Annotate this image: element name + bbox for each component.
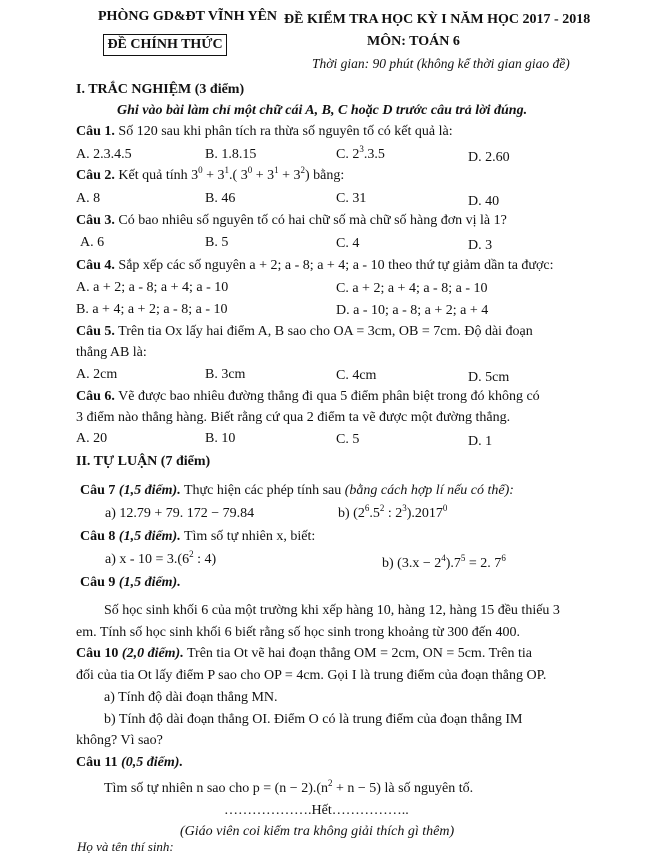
question-label: Câu 3. [76,213,115,228]
q4-option-a: A. a + 2; a - 8; a + 4; a - 10 [76,280,229,295]
question-label: Câu 7 [80,483,116,498]
department-name: PHÒNG GD&ĐT VĨNH YÊN [98,9,278,24]
question-label: Câu 2. [76,168,115,183]
q10-part-b-cont: không? Vì sao? [76,733,163,748]
question-2: Câu 2. Kết quả tính $3^0 + 3^1$.( $3^0 + 3^1 + 3^2$) bằng: [76,165,345,183]
q2-option-b: B. 46 [205,191,236,206]
q5-option-b: B. 3cm [205,367,246,382]
question-label: Câu 6. [76,389,115,404]
q9-text-2: em. Tính số học sinh khối 6 biết rằng số học sinh trong khoảng từ 300 đến 400. [76,625,521,640]
question-points: (2,0 điểm). [121,646,184,661]
q6-option-b: B. 10 [205,431,236,446]
q7-part-a: a) 12.79 + 79. 172 − 79.84 [105,506,255,521]
q7-part-b: b) ($2^6.5^2$ : $2^3).2017^0$ [338,503,448,521]
question-1 [76,124,453,140]
q3-option-c: C. 4 [336,236,360,251]
q2-option-a: A. 8 [76,191,101,206]
q10-text-2: đối của tia Ot lấy điểm P sao cho OP = 4cm. Gọi I là trung điểm của đoạn thẳng OP. [76,668,547,683]
part1-instruction: Ghi vào bài làm chỉ một chữ cái A, B, C hoặc D trước câu trả lời đúng. [117,103,528,118]
q2-option-c: C. 31 [336,191,367,206]
question-text: Có bao nhiêu số nguyên tố có hai chữ số mà chữ số hàng đơn vị là 1? [118,213,507,228]
question-9 [80,575,181,591]
q5-option-d: D. 5cm [468,370,510,385]
q5-option-a: A. 2cm [76,367,118,382]
question-10: Câu 10 (2,0 điểm). Trên tia Ot vẽ hai đoạn thẳng OM = 2cm, ON = 5cm. Trên tia [76,646,533,661]
q8-part-a: a) $x - 10 = 3.(6^2$ : 4) [105,549,217,567]
q4-option-d: D. a - 10; a - 8; a + 2; a + 4 [336,303,489,318]
question-label: Câu 5. [76,324,115,339]
q3-option-a: A. 6 [80,235,105,250]
q4-option-c: C. a + 2; a + 4; a - 8; a - 10 [336,281,488,296]
q8-part-b: b) $(3.x - 2^4).7^5 = 2$. $7^6$ [382,553,506,571]
question-points: (0,5 điểm). [121,755,183,770]
exam-title: ĐỀ KIỂM TRA HỌC KỲ I NĂM HỌC 2017 - 2018 [284,12,591,27]
q1-option-a: A. 2.3.4.5 [76,147,132,162]
question-8: Câu 8 (1,5 điểm). Tìm số tự nhiên x, biết: [80,529,316,544]
subject: MÔN: TOÁN 6 [367,34,460,49]
proctor-note: (Giáo viên coi kiểm tra không giải thích gì thêm) [180,824,455,839]
question-label: Câu 1. [76,124,115,139]
end-marker: ……………….Hết…………….. [224,803,409,818]
question-label: Câu 11 [76,755,118,770]
question-label: Câu 4. [76,258,115,273]
q10-part-a: a) Tính độ dài đoạn thẳng MN. [104,690,278,705]
question-label: Câu 8 [80,529,116,544]
question-text: Vẽ được bao nhiêu đường thẳng đi qua 5 điểm phân biệt trong đó không có [118,389,540,404]
question-text: Trên tia Ox lấy hai điểm A, B sao cho OA = 3cm, OB = 7cm. Độ dài đoạn [118,324,533,339]
question-text: Số 120 sau khi phân tích ra thừa số nguyên tố có kết quả là: [118,124,453,139]
official-badge: ĐỀ CHÍNH THỨC [103,34,227,56]
question-11 [76,755,183,771]
q6-option-d: D. 1 [468,434,493,449]
q6-option-a: A. 20 [76,431,108,446]
q1-option-d: D. 2.60 [468,150,510,165]
question-points: (1,5 điểm). [118,575,181,590]
question-7: Câu 7 (1,5 điểm). Thực hiện các phép tính sau (bằng cách hợp lí nếu có thể): [80,483,514,498]
question-4 [76,258,554,274]
student-name-label: Họ và tên thí sinh: [77,839,174,854]
question-5 [76,324,533,340]
q1-option-c: C. $2^3.3.5$ [336,144,385,162]
q6-option-c: C. 5 [336,432,360,447]
exam-time: Thời gian: 90 phút (không kể thời gian giao đề) [312,56,570,71]
q2-option-d: D. 40 [468,194,500,209]
q4-option-b: B. a + 4; a + 2; a - 8; a - 10 [76,302,228,317]
part1-title: I. TRẮC NGHIỆM (3 điểm) [76,82,245,97]
question-5-cont: thẳng AB là: [76,345,147,360]
question-label: Câu 9 [80,575,116,590]
question-label: Câu 10 [76,646,119,661]
q10-part-b: b) Tính độ dài đoạn thẳng OI. Điểm O có là trung điểm của đoạn thẳng IM [104,712,523,727]
part2-title: II. TỰ LUẬN (7 điểm) [76,454,211,469]
q3-option-d: D. 3 [468,238,493,253]
q5-option-c: C. 4cm [336,368,377,383]
q1-option-b: B. 1.8.15 [205,147,257,162]
q9-text-1: Số học sinh khối 6 của một trường khi xếp hàng 10, hàng 12, hàng 15 đều thiếu 3 [104,603,560,618]
question-points: (1,5 điểm). [118,529,181,544]
question-3 [76,213,507,229]
question-6-cont: 3 điểm nào thẳng hàng. Biết rằng cứ qua 2 điểm ta vẽ được một đường thẳng. [76,410,511,425]
question-6 [76,389,540,405]
question-text: Sắp xếp các số nguyên a + 2; a - 8; a + 4; a - 10 theo thứ tự giảm dần ta được: [118,258,554,273]
q3-option-b: B. 5 [205,235,229,250]
question-points: (1,5 điểm). [118,483,181,498]
q11-text: Tìm số tự nhiên n sao cho $p = (n - 2).(n^2 + n - 5)$ là số nguyên tố. [104,778,474,796]
